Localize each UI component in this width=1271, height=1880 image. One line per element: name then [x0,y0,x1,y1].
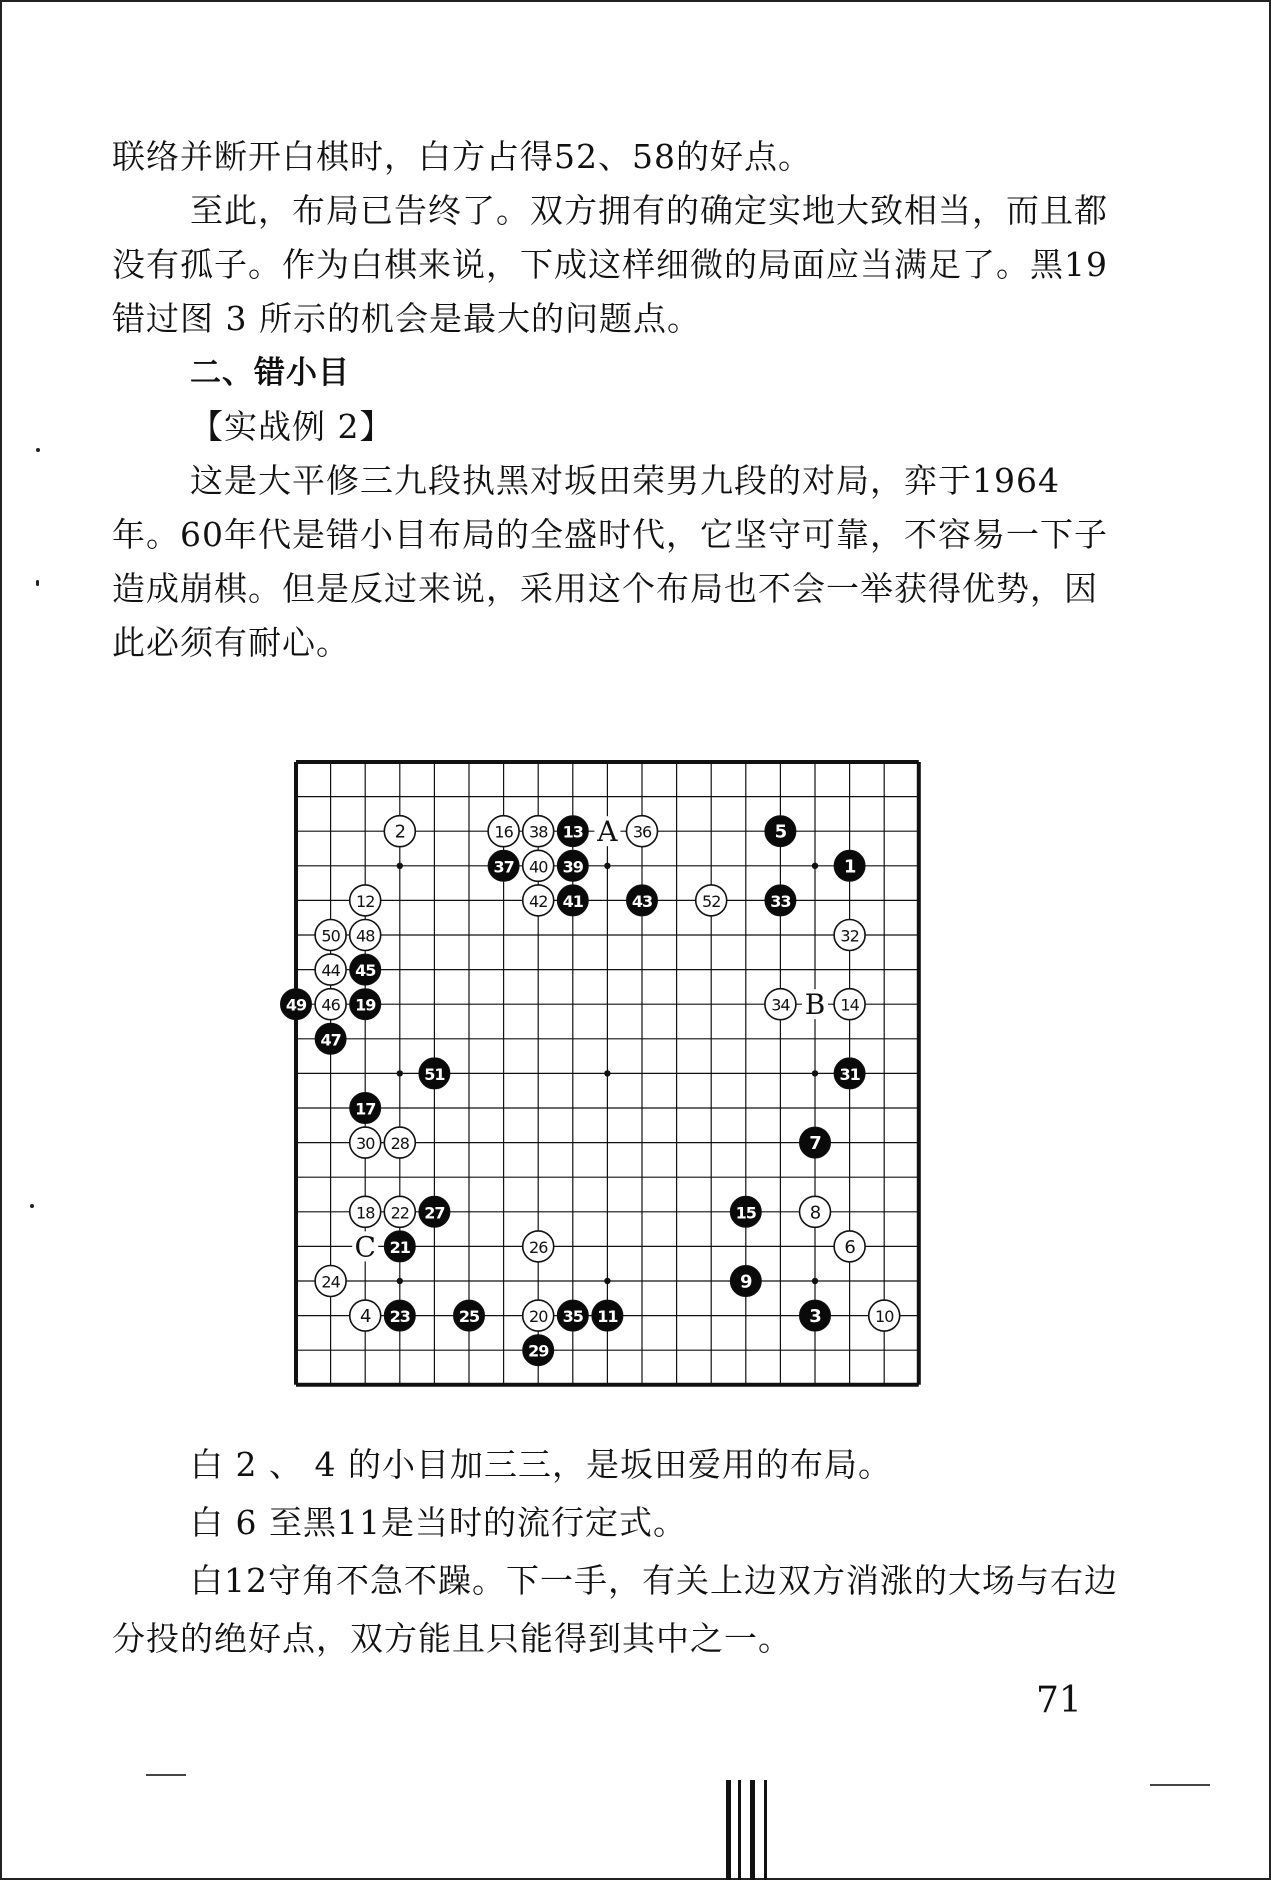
stone-number-10: 10 [875,1307,894,1327]
stone-number-33: 33 [770,891,791,911]
paragraph-summary: 至此，布局已告终了。双方拥有的确定实地大致相当，而且都没有孤子。作为白棋来说，下成这样细微的局面应当满足了。黑19错过图 3 所示的机会是最大的问题点。 [112,191,1108,338]
stone-number-27: 27 [424,1203,445,1223]
star-point [604,1278,610,1284]
stone-number-41: 41 [562,891,583,911]
scan-artifact-bars [668,1780,816,1880]
paragraph-moves-2-4: 白 2 、 4 的小目加三三，是坂田爱用的布局。 [190,1445,892,1484]
stone-number-26: 26 [529,1237,548,1257]
stone-number-32: 32 [840,926,859,946]
paragraph-move-12: 白12守角不急不躁。下一手，有关上边双方消涨的大场与右边分投的绝好点，双方能且只能得到其中之一。 [112,1561,1118,1658]
stone-number-50: 50 [321,926,340,946]
stone-number-15: 15 [735,1203,756,1223]
stone-number-2: 2 [394,821,406,843]
stone-number-42: 42 [529,891,548,911]
stone-number-36: 36 [632,822,652,842]
stone-number-12: 12 [356,891,375,911]
stone-number-21: 21 [389,1237,410,1257]
stone-number-31: 31 [839,1064,860,1084]
stone-number-34: 34 [771,995,790,1015]
paragraph-intro: 这是大平修三九段执黑对坂田荣男九段的对局，弈于1964年。60年代是错小目布局的全盛时代，它坚守可靠，不容易一下子造成崩棋。但是反过来说，采用这个布局也不会一举获得优势，因此必须有耐心。 [112,461,1108,662]
stone-number-48: 48 [356,926,375,946]
stone-number-5: 5 [774,821,787,843]
section-heading: 二、错小目 [190,355,350,391]
page-number: 71 [1036,1680,1082,1721]
marker-B: B [804,988,826,1022]
stone-number-17: 17 [355,1099,376,1119]
stone-number-16: 16 [494,822,513,842]
star-point [397,1278,403,1284]
example-label: 【实战例 2】 [190,407,394,446]
bottom-text-block [112,1436,1122,1668]
stone-number-45: 45 [355,961,376,981]
scan-speck [36,448,40,452]
stone-number-9: 9 [740,1271,752,1293]
stone-number-20: 20 [529,1307,548,1327]
stone-number-1: 1 [843,856,856,878]
top-text-block [112,130,1122,670]
stone-number-52: 52 [702,891,721,911]
stone-number-39: 39 [562,857,583,877]
stone-number-35: 35 [562,1307,583,1327]
stone-number-7: 7 [809,1133,821,1155]
stone-number-44: 44 [321,961,340,981]
star-point [812,863,818,869]
stone-number-40: 40 [529,857,548,877]
star-point [604,863,610,869]
star-point [812,1278,818,1284]
scan-speck [30,1204,34,1208]
stone-number-24: 24 [321,1272,340,1292]
go-board-svg [285,756,922,1378]
stone-number-18: 18 [356,1203,375,1223]
stone-number-46: 46 [321,995,340,1015]
stone-number-19: 19 [355,995,376,1015]
marker-A: A [597,815,618,849]
go-board-diagram [285,756,922,1378]
scan-artifact-dash [1150,1784,1210,1786]
stone-number-29: 29 [528,1341,549,1361]
stone-number-14: 14 [840,995,859,1015]
star-point [397,863,403,869]
stone-number-6: 6 [844,1236,855,1258]
stone-number-4: 4 [359,1306,371,1328]
stone-number-8: 8 [809,1202,821,1224]
stone-number-23: 23 [389,1307,410,1327]
stone-number-47: 47 [320,1030,341,1050]
stone-number-11: 11 [597,1307,618,1327]
stone-number-37: 37 [493,857,514,877]
marker-C: C [354,1230,376,1264]
scan-artifact-dash [146,1774,186,1776]
paragraph-moves-6-11: 白 6 至黑11是当时的流行定式。 [190,1503,687,1542]
star-point [812,1070,818,1076]
stone-number-51: 51 [424,1064,445,1084]
paragraph-continuation: 联络并断开白棋时，白方占得52、58的好点。 [112,137,812,176]
star-point [397,1070,403,1076]
stone-number-25: 25 [458,1307,480,1327]
stone-number-13: 13 [562,822,583,842]
stone-number-30: 30 [356,1134,375,1154]
stone-number-38: 38 [529,822,548,842]
star-point [604,1070,610,1076]
scan-speck [36,580,39,586]
stone-number-3: 3 [809,1306,821,1328]
stone-number-22: 22 [390,1203,409,1223]
stone-number-43: 43 [631,891,653,911]
stone-number-28: 28 [390,1134,409,1154]
stone-number-49: 49 [285,995,307,1015]
